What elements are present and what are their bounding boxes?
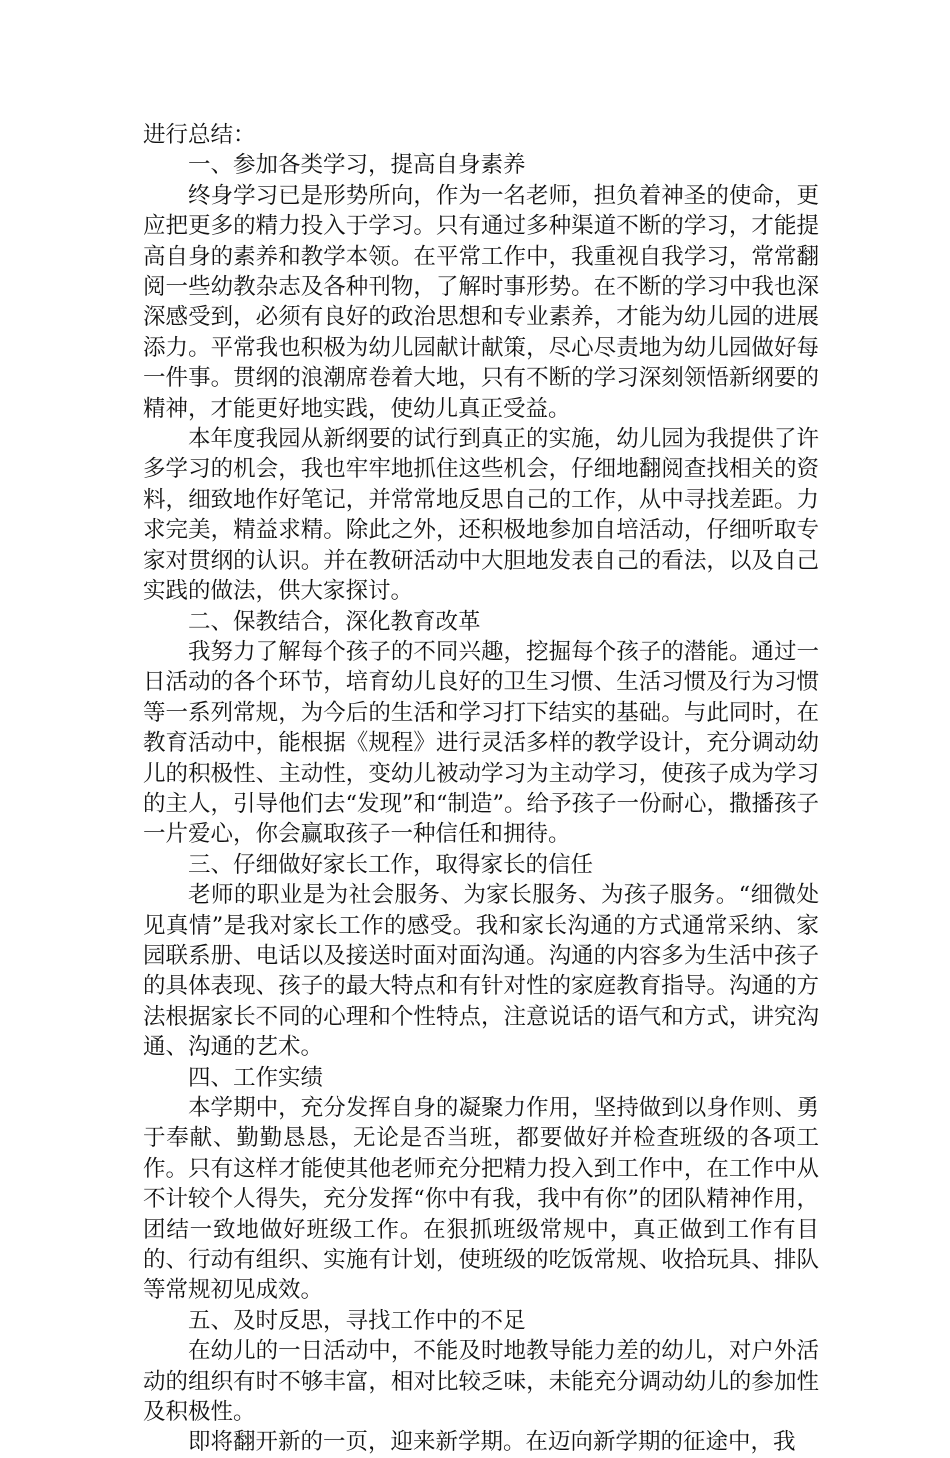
paragraph-reflection: 在幼儿的一日活动中，不能及时地教导能力差的幼儿，对户外活动的组织有时不够丰富，相对比较乏味，未能充分调动幼儿的参加性及积极性。 — [143, 1338, 819, 1426]
intro-line: 进行总结： — [143, 122, 256, 148]
section-heading-2: 二、保教结合，深化教育改革 — [188, 608, 481, 635]
section-heading-1: 一、参加各类学习，提高自身素养 — [188, 152, 526, 179]
section-heading-5: 五、及时反思，寻找工作中的不足 — [188, 1307, 526, 1334]
section-heading-3: 三、仔细做好家长工作，取得家长的信任 — [188, 851, 594, 878]
section-heading-4: 四、工作实绩 — [188, 1064, 324, 1091]
paragraph-closing: 即将翻开新的一页，迎来新学期。在迈向新学期的征途中，我 — [188, 1429, 796, 1456]
paragraph-parents: 老师的职业是为社会服务、为家长服务、为孩子服务。“细微处见真情”是我对家长工作的感受。我和家长沟通的方式通常采纳、家园联系册、电话以及接送时面对面沟通。沟通的内容多为生活中孩子的具体表现、孩子的最大特点和有针对性的家庭教育指导。沟通的方法根据家长不同的心理和个性特点，注意说话的语气和方式，讲究沟通、沟通的艺术。 — [143, 882, 819, 1061]
paragraph-education: 我努力了解每个孩子的不同兴趣，挖掘每个孩子的潜能。通过一日活动的各个环节，培育幼儿良好的卫生习惯、生活习惯及行为习惯等一系列常规，为今后的生活和学习打下结实的基础。与此同时，在教育活动中，能根据《规程》进行灵活多样的教学设计，充分调动幼儿的积极性、主动性，变幼儿被动学习为主动学习，使孩子成为学习的主人，引导他们去“发现”和“制造”。给予孩子一份耐心，撒播孩子一片爱心，你会赢取孩子一种信任和拥待。 — [143, 638, 820, 848]
document-body — [143, 120, 819, 1458]
paragraph-achievements: 本学期中，充分发挥自身的凝聚力作用，坚持做到以身作则、勇于奉献、勤勤恳恳，无论是否当班，都要做好并检查班级的各项工作。只有这样才能使其他老师充分把精力投入到工作中，在工作中从不计较个人得失，充分发挥“你中有我，我中有你”的团队精神作用，团结一致地做好班级工作。在狠抓班级常规中，真正做到工作有目的、行动有组织、实施有计划，使班级的吃饭常规、收拾玩具、排队等常规初见成效。 — [143, 1095, 819, 1304]
paragraph-study: 终身学习已是形势所向，作为一名老师，担负着神圣的使命，更应把更多的精力投入于学习。只有通过多种渠道不断的学习，才能提高自身的素养和教学本领。在平常工作中，我重视自我学习，常常翻阅一些幼教杂志及各种刊物，了解时事形势。在不断的学习中我也深深感受到，必须有良好的政治思想和专业素养，才能为幼儿园的进展添力。平常我也积极为幼儿园献计献策，尽心尽责地为幼儿园做好每一件事。贯纲的浪潮席卷着大地，只有不断的学习深刻领悟新纲要的精神，才能更好地实践，使幼儿真正受益。 — [143, 182, 819, 422]
paragraph-opportunities: 本年度我园从新纲要的试行到真正的实施，幼儿园为我提供了许多学习的机会，我也牢牢地抓住这些机会，仔细地翻阅查找相关的资料，细致地作好笔记，并常常地反思自己的工作，从中寻找差距。力求完美，精益求精。除此之外，还积极地参加自培活动，仔细听取专家对贯纲的认识。并在教研活动中大胆地发表自己的看法，以及自己实践的做法，供大家探讨。 — [143, 426, 819, 605]
